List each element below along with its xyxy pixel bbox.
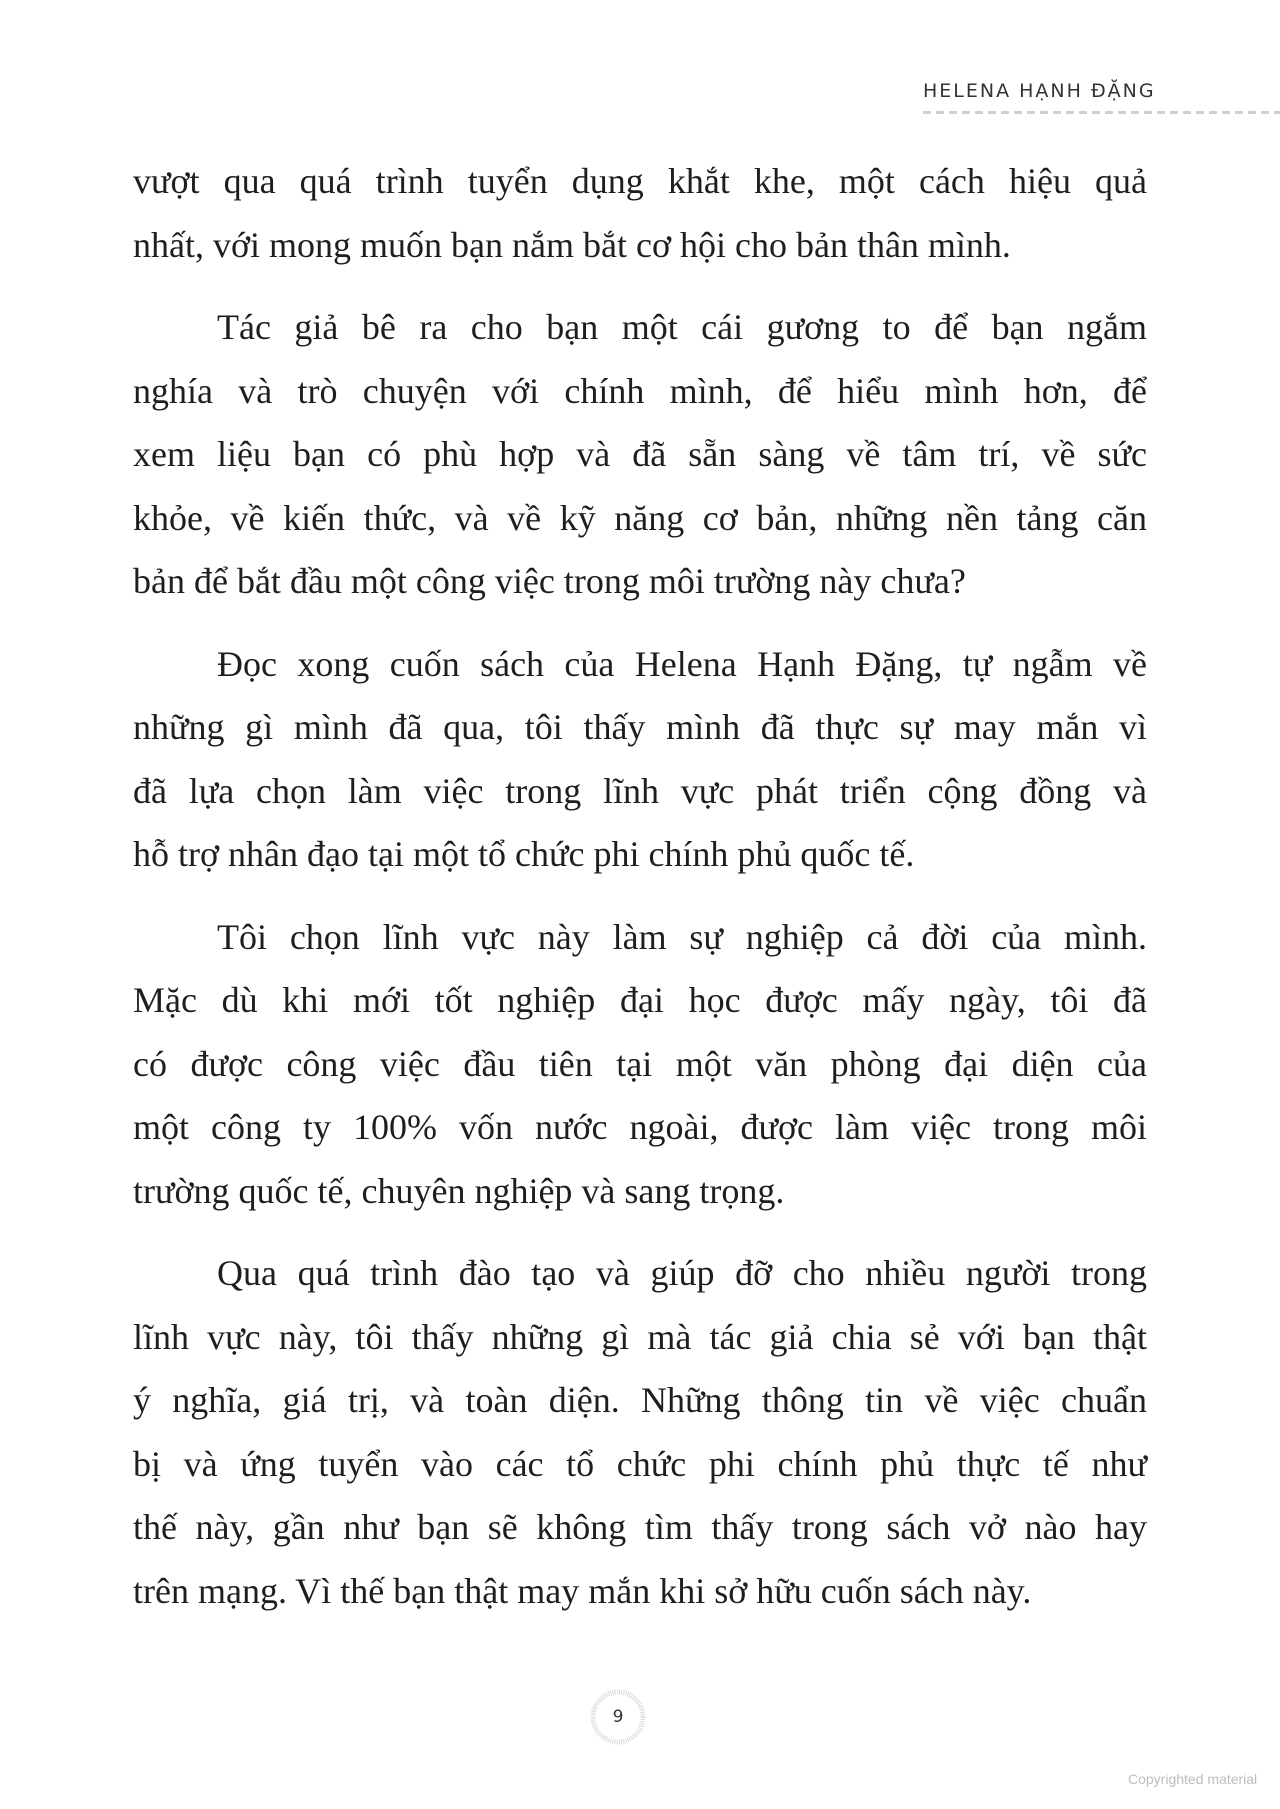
text-line: xem liệu bạn có phù hợp và đã sẵn sàng về tâm trí, về sức xyxy=(133,434,1147,474)
text-line: trường quốc tế, chuyên nghiệp và sang trọng. xyxy=(133,1170,785,1211)
running-header-title: HELENA HẠNH ĐẶNG xyxy=(923,80,1156,102)
text-line: Đọc xong cuốn sách của Helena Hạnh Đặng, tự ngẫm về xyxy=(217,643,1147,684)
page-number-badge xyxy=(588,1687,648,1747)
paragraph xyxy=(133,906,1147,1224)
text-line: trên mạng. Vì thế bạn thật may mắn khi sở hữu cuốn sách này. xyxy=(133,1570,1032,1611)
text-line: ý nghĩa, giá trị, và toàn diện. Những thông tin về việc chuẩn xyxy=(133,1380,1147,1420)
text-line: Mặc dù khi mới tốt nghiệp đại học được mấy ngày, tôi đã xyxy=(133,980,1147,1020)
text-line: những gì mình đã qua, tôi thấy mình đã thực sự may mắn vì xyxy=(133,707,1147,747)
text-line: đã lựa chọn làm việc trong lĩnh vực phát triển cộng đồng và xyxy=(133,770,1147,811)
text-line: Tôi chọn lĩnh vực này làm sự nghiệp cả đời của mình. xyxy=(217,916,1147,957)
text-line: lĩnh vực này, tôi thấy những gì mà tác giả chia sẻ với bạn thật xyxy=(133,1316,1147,1357)
text-line: hỗ trợ nhân đạo tại một tổ chức phi chính phủ quốc tế. xyxy=(133,834,915,874)
text-line: Qua quá trình đào tạo và giúp đỡ cho nhiều người trong xyxy=(217,1253,1147,1293)
text-line: khỏe, về kiến thức, và về kỹ năng cơ bản, những nền tảng căn xyxy=(133,497,1147,538)
text-line: bản để bắt đầu một công việc trong môi trường này chưa? xyxy=(133,561,966,601)
text-line: vượt qua quá trình tuyển dụng khắt khe, một cách hiệu quả xyxy=(133,161,1147,201)
text-line: nhất, với mong muốn bạn nắm bắt cơ hội cho bản thân mình. xyxy=(133,224,1011,265)
text-line: nghía và trò chuyện với chính mình, để hiểu mình hơn, để xyxy=(133,370,1147,411)
paragraph xyxy=(133,1242,1147,1623)
paragraph xyxy=(133,296,1147,614)
text-line: thế này, gần như bạn sẽ không tìm thấy trong sách vở nào hay xyxy=(133,1507,1147,1547)
header-dashed-divider xyxy=(923,111,1280,114)
copyright-notice: Copyrighted material xyxy=(1128,1771,1258,1787)
text-line: Tác giả bê ra cho bạn một cái gương to để bạn ngắm xyxy=(217,307,1147,347)
paragraph xyxy=(133,150,1147,277)
text-line: một công ty 100% vốn nước ngoài, được làm việc trong môi xyxy=(133,1107,1147,1147)
page-number: 9 xyxy=(612,1707,624,1727)
body-text xyxy=(133,150,1147,1642)
paragraph xyxy=(133,633,1147,887)
text-line: bị và ứng tuyển vào các tổ chức phi chính phủ thực tế như xyxy=(133,1443,1147,1484)
text-line: có được công việc đầu tiên tại một văn phòng đại diện của xyxy=(133,1043,1147,1084)
